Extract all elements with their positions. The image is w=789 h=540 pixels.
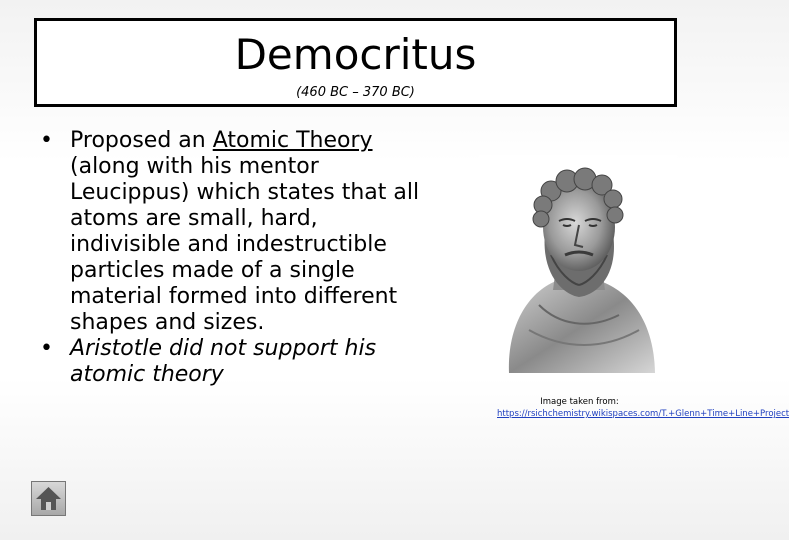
democritus-bust-image: [479, 155, 677, 373]
image-credit: [497, 396, 789, 420]
bullet-item-atomic-theory: [40, 128, 435, 336]
title-box: [34, 18, 677, 107]
credit-link[interactable]: https://rsichchemistry.wikispaces.com/T.+Glenn+Time+Line+Project: [497, 409, 789, 419]
bullet-item-aristotle: [40, 336, 435, 388]
credit-prefix: Image taken from:: [540, 397, 619, 407]
bullet-dot: •: [40, 128, 53, 153]
slide-title: Democritus: [234, 30, 477, 79]
bullet-list: [40, 128, 435, 388]
democritus-bust-icon: [479, 155, 677, 373]
atomic-theory-emphasis: Atomic Theory: [212, 128, 373, 153]
slide-subtitle: (460 BC – 370 BC): [296, 85, 415, 100]
bullet-prefix: Proposed an: [70, 128, 213, 153]
bullet-text-aristotle: Aristotle did not support his atomic theory: [70, 336, 377, 387]
bullet-text: [70, 128, 419, 335]
bullet-suffix: (along with his mentor Leucippus) which states that all atoms are small, hard, indivisible and indestructible particles made of a single material formed into different shapes and sizes.: [70, 154, 420, 335]
home-icon: [32, 482, 65, 515]
home-button[interactable]: [31, 481, 66, 516]
bullet-dot: •: [40, 336, 53, 361]
